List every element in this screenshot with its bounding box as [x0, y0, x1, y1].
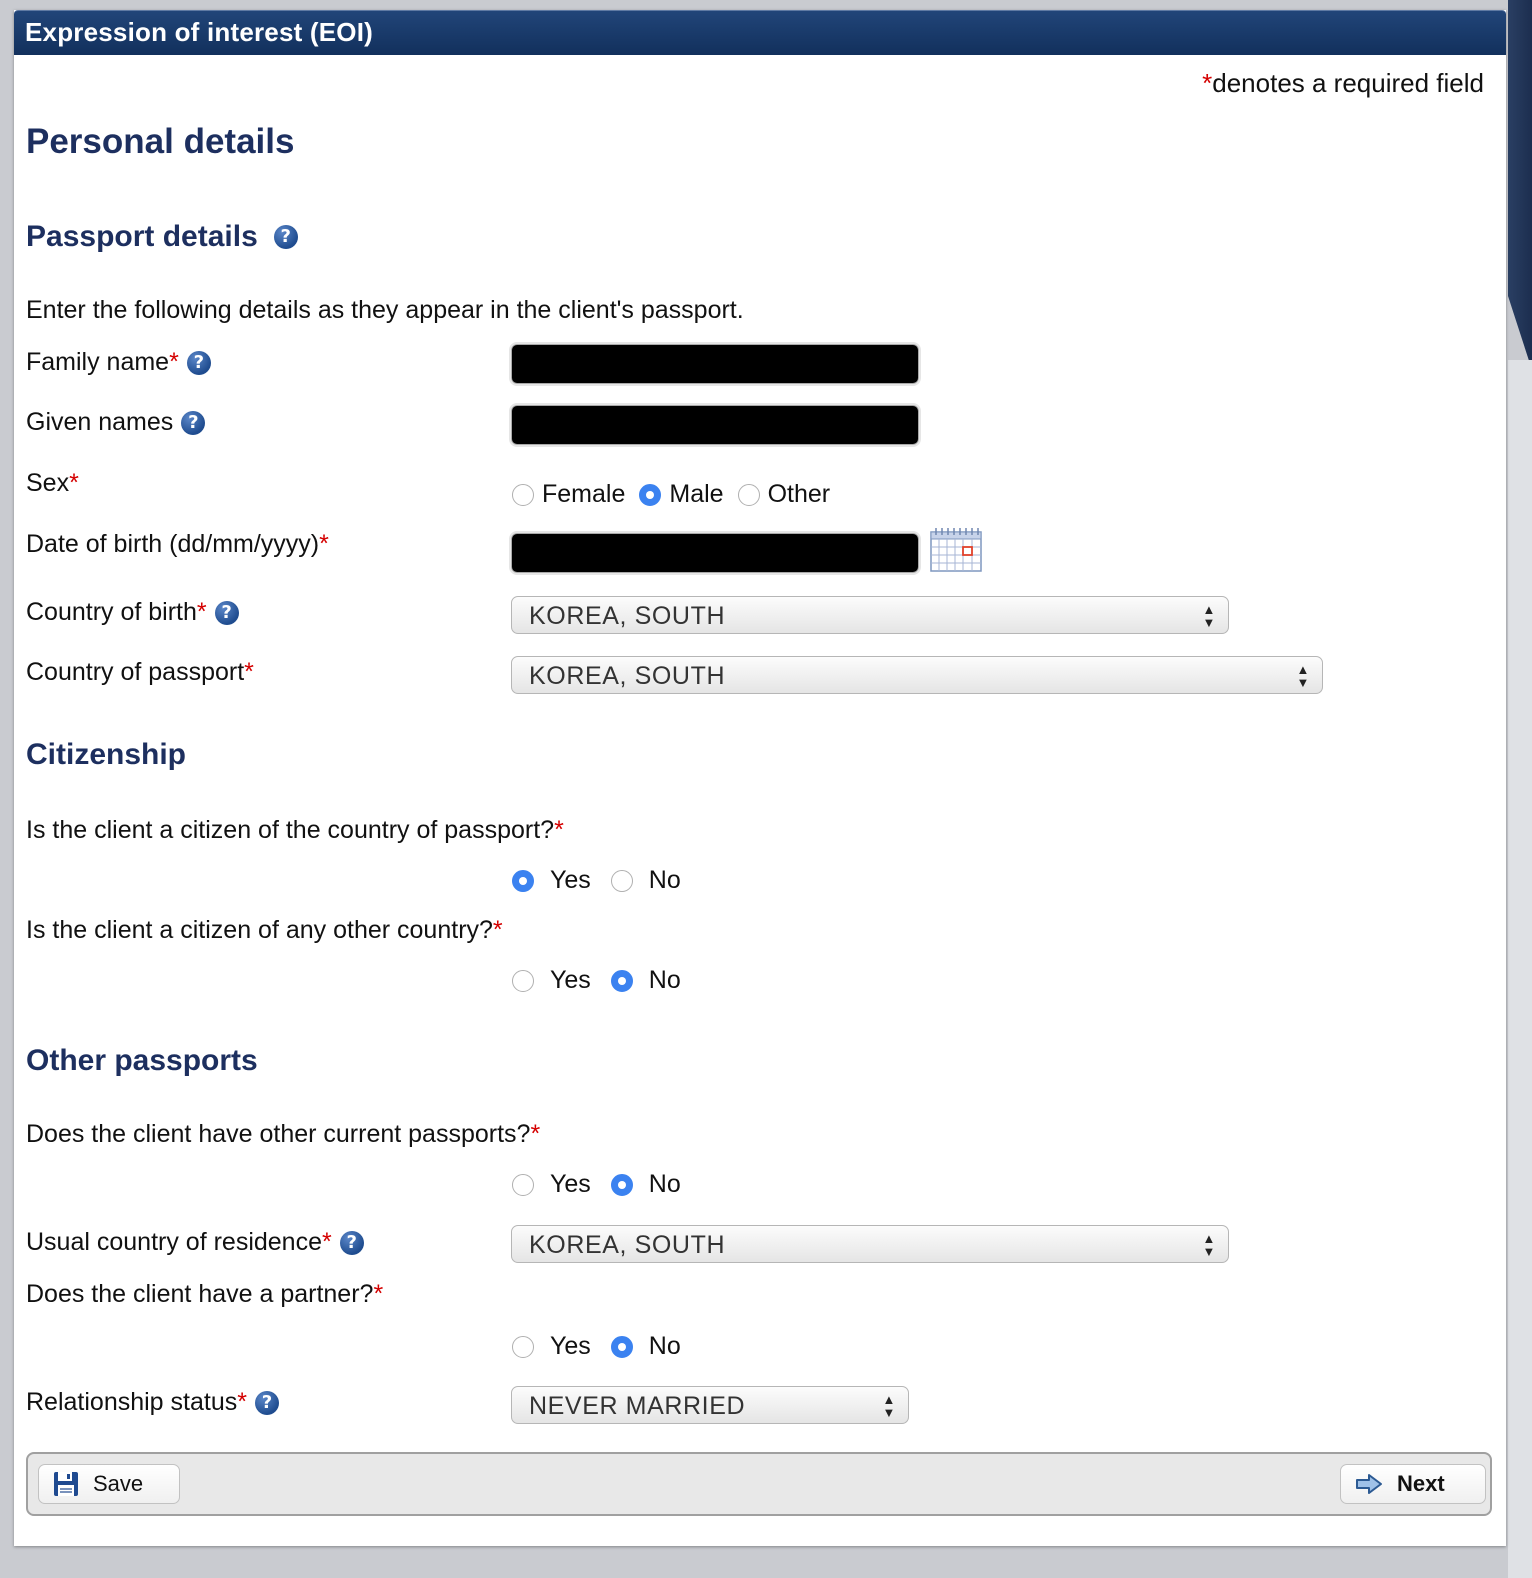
passport-intro-text: Enter the following details as they appear in the client's passport.: [26, 296, 744, 324]
dob-label: Date of birth (dd/mm/yyyy) *: [26, 530, 329, 558]
citizenship-q2-no-radio[interactable]: [611, 970, 633, 992]
background-window-edge: [1508, 0, 1532, 370]
given-names-label: Given names ?: [26, 408, 205, 437]
residence-label: Usual country of residence * ?: [26, 1228, 364, 1257]
country-passport-select[interactable]: KOREA, SOUTH ▲ ▼: [511, 656, 1323, 694]
family-name-input[interactable]: [511, 344, 919, 384]
sex-radio-group: Female Male Other: [512, 480, 844, 509]
help-icon[interactable]: ?: [340, 1231, 364, 1255]
sex-female-radio[interactable]: [512, 484, 534, 506]
citizenship-q2-radio-group: Yes No: [512, 966, 701, 995]
sex-label: Sex *: [26, 469, 79, 497]
country-passport-label: Country of passport *: [26, 658, 254, 686]
country-birth-label: Country of birth * ?: [26, 598, 239, 627]
calendar-icon[interactable]: [930, 528, 982, 572]
passport-details-heading: Passport details ?: [26, 220, 298, 254]
select-arrows-icon: ▲ ▼: [1296, 662, 1310, 690]
save-button[interactable]: Save: [38, 1464, 180, 1504]
help-icon[interactable]: ?: [274, 225, 298, 249]
citizenship-q2-yes-radio[interactable]: [512, 970, 534, 992]
citizenship-q1-label: Is the client a citizen of the country of passport? *: [26, 816, 564, 844]
background-window-lower: [1508, 360, 1532, 1578]
other-passports-q1-radio-group: Yes No: [512, 1170, 701, 1199]
action-bar: [26, 1452, 1492, 1516]
eoi-panel: [14, 10, 1506, 1546]
family-name-label: Family name * ?: [26, 348, 211, 377]
citizenship-q2-label: Is the client a citizen of any other country? *: [26, 916, 503, 944]
select-arrows-icon: ▲ ▼: [1202, 602, 1216, 630]
other-passports-no-radio[interactable]: [611, 1174, 633, 1196]
dob-input[interactable]: [511, 533, 919, 573]
next-button[interactable]: Next: [1340, 1464, 1486, 1504]
citizenship-q1-no-radio[interactable]: [611, 870, 633, 892]
relationship-status-select[interactable]: NEVER MARRIED ▲ ▼: [511, 1386, 909, 1424]
citizenship-q1-yes-radio[interactable]: [512, 870, 534, 892]
residence-select[interactable]: KOREA, SOUTH ▲ ▼: [511, 1225, 1229, 1263]
arrow-right-icon: [1355, 1472, 1383, 1496]
required-field-note: *denotes a required field: [1202, 68, 1484, 98]
select-arrows-icon: ▲ ▼: [1202, 1231, 1216, 1259]
citizenship-q1-radio-group: Yes No: [512, 866, 701, 895]
window-title: Expression of interest (EOI): [14, 10, 1506, 55]
other-passports-q1-label: Does the client have other current passports? *: [26, 1120, 541, 1148]
given-names-input[interactable]: [511, 405, 919, 445]
country-birth-select[interactable]: KOREA, SOUTH ▲ ▼: [511, 596, 1229, 634]
other-passports-yes-radio[interactable]: [512, 1174, 534, 1196]
page-title: Personal details: [26, 122, 295, 161]
other-passports-heading: Other passports: [26, 1044, 258, 1077]
partner-question-label: Does the client have a partner? *: [26, 1280, 384, 1308]
citizenship-heading: Citizenship: [26, 738, 187, 771]
floppy-disk-icon: [53, 1471, 79, 1497]
partner-yes-radio[interactable]: [512, 1336, 534, 1358]
help-icon[interactable]: ?: [255, 1391, 279, 1415]
select-arrows-icon: ▲ ▼: [882, 1392, 896, 1420]
help-icon[interactable]: ?: [215, 601, 239, 625]
help-icon[interactable]: ?: [181, 411, 205, 435]
help-icon[interactable]: ?: [187, 351, 211, 375]
sex-other-radio[interactable]: [738, 484, 760, 506]
partner-radio-group: Yes No: [512, 1332, 701, 1361]
sex-male-radio[interactable]: [639, 484, 661, 506]
relationship-status-label: Relationship status * ?: [26, 1388, 279, 1417]
partner-no-radio[interactable]: [611, 1336, 633, 1358]
